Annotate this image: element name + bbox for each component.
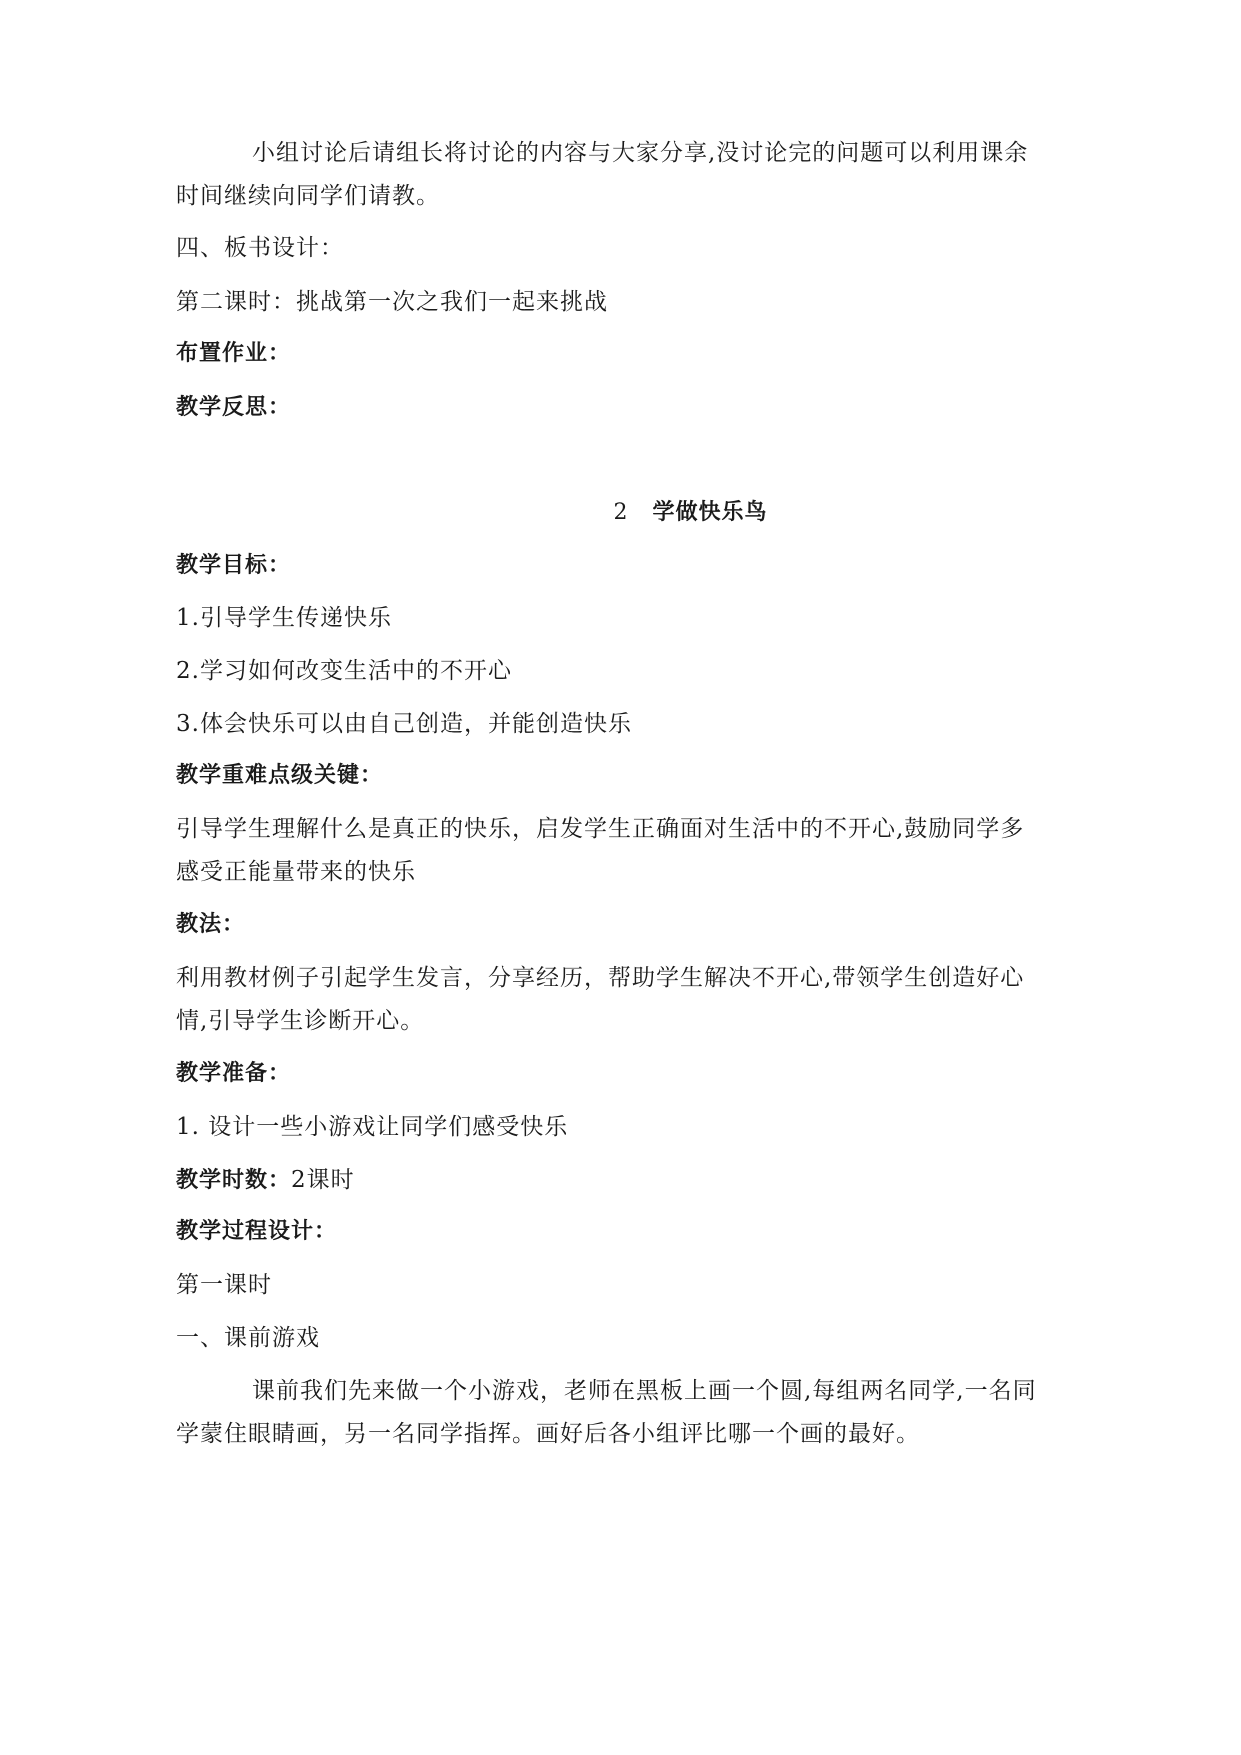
- keypoints-heading: 教学重难点级关键：: [176, 763, 384, 788]
- lesson-title: [0, 497, 1241, 529]
- goal-item: 2.学习如何改变生活中的不开心: [176, 658, 512, 684]
- hours-value: 2课时: [291, 1167, 355, 1193]
- hours-line: [176, 1164, 1076, 1197]
- section-heading: 一、课前游戏: [176, 1325, 320, 1351]
- prep-item: 1. 设计一些小游戏让同学们感受快乐: [176, 1114, 569, 1140]
- paragraph-line: 利用教材例子引起学生发言，分享经历，帮助学生解决不开心,带领学生创造好心: [176, 965, 1025, 991]
- homework-heading: 布置作业：: [176, 341, 292, 366]
- paragraph-line: 感受正能量带来的快乐: [176, 859, 416, 885]
- board-content: 第二课时：挑战第一次之我们一起来挑战: [176, 289, 608, 315]
- prep-heading: 教学准备：: [176, 1061, 292, 1086]
- goal-item: 1.引导学生传递快乐: [176, 605, 392, 631]
- paragraph-line: 时间继续向同学们请教。: [176, 183, 440, 209]
- goals-heading: 教学目标：: [176, 553, 292, 578]
- paragraph-line: 引导学生理解什么是真正的快乐，启发学生正确面对生活中的不开心,鼓励同学多: [176, 816, 1025, 842]
- lesson-number: 2: [613, 500, 629, 525]
- paragraph-line: 情,引导学生诊断开心。: [176, 1008, 425, 1034]
- paragraph-line: 小组讨论后请组长将讨论的内容与大家分享,没讨论完的问题可以利用课余: [252, 140, 1029, 166]
- reflection-heading: 教学反思：: [176, 395, 292, 420]
- hours-label: 教学时数：: [176, 1168, 292, 1193]
- paragraph-line: 课前我们先来做一个小游戏，老师在黑板上画一个圆,每组两名同学,一名同: [252, 1378, 1037, 1404]
- method-heading: 教法：: [176, 912, 246, 937]
- lesson-label: 第一课时: [176, 1272, 272, 1298]
- lesson-title-text: 学做快乐鸟: [652, 500, 768, 525]
- paragraph-line: 学蒙住眼睛画，另一名同学指挥。画好后各小组评比哪一个画的最好。: [176, 1421, 920, 1447]
- goal-item: 3.体会快乐可以由自己创造，并能创造快乐: [176, 711, 632, 737]
- process-heading: 教学过程设计：: [176, 1219, 338, 1244]
- section-heading: 四、板书设计：: [176, 235, 344, 261]
